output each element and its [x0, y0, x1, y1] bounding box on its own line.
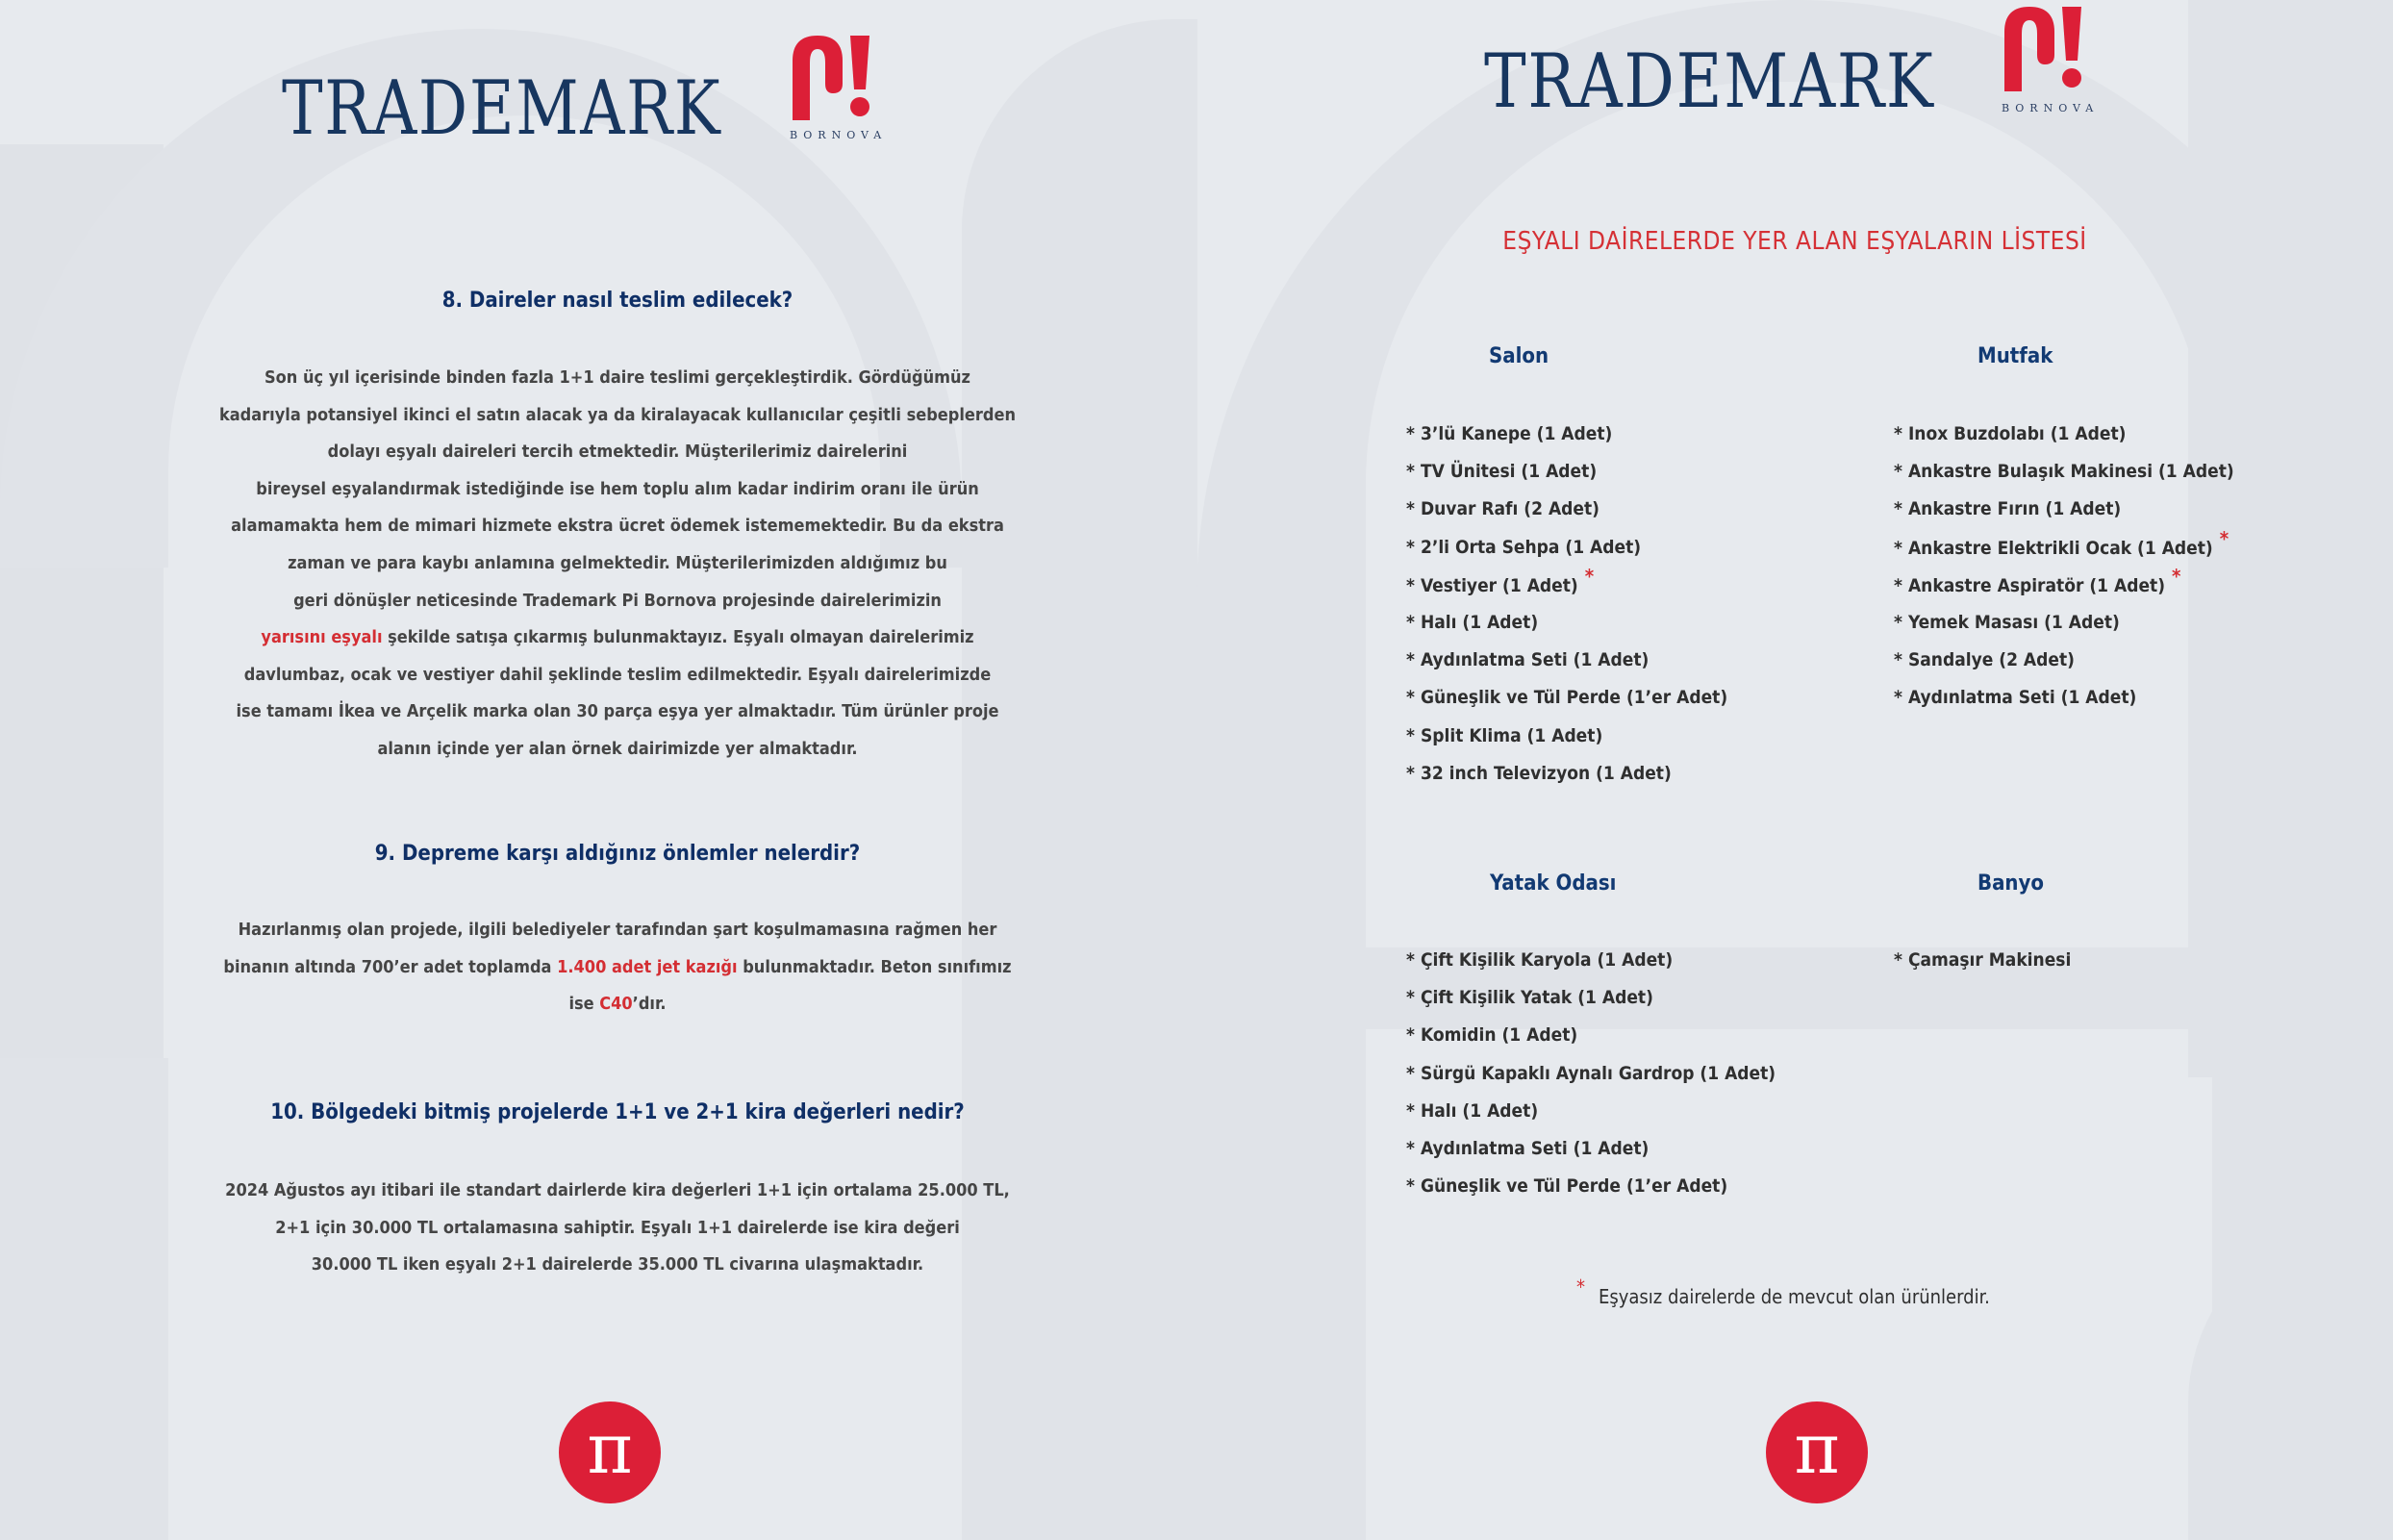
answer-paragraph-10	[0, 1173, 1235, 1284]
answer-paragraph-9	[0, 912, 1235, 1023]
trademark-logo	[282, 58, 888, 154]
list-item	[1894, 679, 2234, 717]
list-item	[1894, 453, 2234, 491]
item-label: Çift Kişilik Yatak (1 Adet)	[1420, 987, 1653, 1009]
list-item	[1406, 564, 1727, 604]
paragraph-line	[0, 1210, 1235, 1248]
list-item	[1894, 564, 2234, 604]
asterisk-bullet-icon: *	[1406, 649, 1415, 671]
item-label: Aydınlatma Seti (1 Adet)	[1907, 687, 2137, 709]
asterisk-bullet-icon: *	[1894, 611, 1902, 633]
asterisk-bullet-icon: *	[1894, 461, 1902, 483]
item-label: Split Klima (1 Adet)	[1420, 724, 1603, 746]
footnote-marker-icon: *	[2219, 526, 2229, 550]
list-item	[1406, 942, 1776, 979]
text-segment: Hazırlanmış olan projede, ilgili belediyeler tarafından şart koşulmamasına rağmen her	[238, 920, 997, 940]
question-heading-10: 10. Bölgedeki bitmiş projelerde 1+1 ve 2+1 kira değerleri nedir?	[270, 1100, 965, 1124]
list-item	[1406, 604, 1727, 642]
footnote-marker-icon: *	[2172, 564, 2181, 588]
highlighted-text: C40	[599, 994, 633, 1015]
item-label: Çift Kişilik Karyola (1 Adet)	[1420, 949, 1674, 971]
text-segment: binanın altında 700’er adet toplamda	[223, 956, 558, 977]
asterisk-bullet-icon: *	[1894, 687, 1902, 709]
asterisk-bullet-icon: *	[1406, 423, 1415, 444]
list-item	[1406, 979, 1776, 1017]
list-item	[1406, 1168, 1776, 1205]
asterisk-bullet-icon: *	[1406, 724, 1415, 746]
question-heading-9: 9. Depreme karşı aldığınız önlemler nelerdir?	[374, 842, 861, 866]
item-label: Aydınlatma Seti (1 Adet)	[1420, 649, 1650, 671]
text-segment: ’dır.	[632, 994, 667, 1015]
asterisk-bullet-icon: *	[1406, 687, 1415, 709]
paragraph-line	[0, 912, 1235, 949]
room-heading-mutfak: Mutfak	[1977, 344, 2053, 368]
text-segment: 2024 Ağustos ayı itibari ile standart dairlerde kira değerleri 1+1 için ortalama 25.000 TL,	[225, 1180, 1010, 1200]
text-segment: davlumbaz, ocak ve vestiyer dahil şeklinde teslim edilmektedir. Eşyalı dairelerimizde	[243, 664, 992, 685]
room-list-salon	[1406, 416, 1727, 793]
text-segment: ise	[568, 994, 600, 1015]
paragraph-line	[0, 471, 1235, 509]
item-label: Komidin (1 Adet)	[1420, 1024, 1578, 1047]
text-segment: şekilde satışa çıkarmış bulunmaktayız. Eşyalı olmayan dairelerimiz	[382, 627, 974, 648]
left-page	[0, 0, 1196, 1540]
item-label: TV Ünitesi (1 Adet)	[1420, 461, 1598, 483]
item-label: Güneşlik ve Tül Perde (1’er Adet)	[1420, 1175, 1728, 1198]
paragraph-line	[0, 619, 1235, 657]
text-segment: Son üç yıl içerisinde binden fazla 1+1 daire teslimi gerçekleştirdik. Gördüğümüz	[264, 367, 970, 388]
item-label: Aydınlatma Seti (1 Adet)	[1420, 1137, 1650, 1159]
logo-wordmark: TRADEMARK	[282, 65, 722, 152]
item-label: Güneşlik ve Tül Perde (1’er Adet)	[1420, 687, 1728, 709]
paragraph-line	[0, 1247, 1235, 1284]
item-label: Sürgü Kapaklı Aynalı Gardrop (1 Adet)	[1420, 1062, 1776, 1084]
asterisk-bullet-icon: *	[1894, 949, 1902, 971]
room-heading-salon: Salon	[1489, 344, 1549, 368]
footnote	[1576, 1275, 1990, 1308]
list-item	[1406, 1055, 1776, 1093]
paragraph-line	[0, 949, 1235, 987]
asterisk-bullet-icon: *	[1406, 1175, 1415, 1198]
list-item	[1894, 642, 2234, 679]
item-label: Duvar Rafı (2 Adet)	[1420, 498, 1600, 520]
question-heading-8: 8. Daireler nasıl teslim edilecek?	[441, 289, 793, 313]
list-item	[1894, 942, 2071, 979]
paragraph-line	[0, 397, 1235, 435]
list-item	[1406, 718, 1727, 755]
footnote-marker: *	[1576, 1275, 1585, 1299]
logo-subtitle: BORNOVA	[790, 129, 888, 141]
item-label: Ankastre Aspiratör (1 Adet)	[1907, 574, 2166, 596]
text-segment: 2+1 için 30.000 TL ortalamasına sahiptir. Eşyalı 1+1 dairelerde ise kira değeri	[275, 1217, 960, 1238]
text-segment: alamamakta hem de mimari hizmete ekstra ücret ödemek istememektedir. Bu da ekstra	[231, 516, 1004, 537]
right-page	[1196, 0, 2393, 1540]
list-item	[1406, 642, 1727, 679]
asterisk-bullet-icon: *	[1406, 498, 1415, 520]
item-label: Yemek Masası (1 Adet)	[1907, 611, 2120, 633]
logo-subtitle: BORNOVA	[2002, 102, 2100, 114]
item-label: Ankastre Fırın (1 Adet)	[1907, 498, 2122, 520]
asterisk-bullet-icon: *	[1894, 498, 1902, 520]
room-heading-banyo: Banyo	[1977, 871, 2045, 896]
asterisk-bullet-icon: *	[1406, 949, 1415, 971]
item-label: Ankastre Elektrikli Ocak (1 Adet)	[1907, 537, 2213, 559]
item-label: Inox Buzdolabı (1 Adet)	[1907, 423, 2127, 444]
paragraph-line	[0, 360, 1235, 397]
list-item	[1406, 416, 1727, 453]
item-label: 3’lü Kanepe (1 Adet)	[1420, 423, 1613, 444]
paragraph-line	[0, 986, 1235, 1023]
trademark-logo	[1484, 33, 2100, 129]
list-item	[1406, 491, 1727, 528]
asterisk-bullet-icon: *	[1406, 536, 1415, 558]
room-list-yatak-odasi	[1406, 942, 1776, 1205]
asterisk-bullet-icon: *	[1406, 611, 1415, 633]
asterisk-bullet-icon: *	[1406, 1062, 1415, 1084]
asterisk-bullet-icon: *	[1894, 649, 1902, 671]
item-label: Sandalye (2 Adet)	[1907, 649, 2075, 671]
text-segment: 30.000 TL iken eşyalı 2+1 dairelerde 35.000 TL civarına ulaşmaktadır.	[311, 1254, 924, 1275]
item-label: Halı (1 Adet)	[1420, 1099, 1539, 1122]
item-label: Vestiyer (1 Adet)	[1420, 574, 1578, 596]
list-item	[1894, 416, 2234, 453]
text-segment: zaman ve para kaybı anlamına gelmektedir. Müşterilerimizden aldığımız bu	[288, 552, 947, 573]
asterisk-bullet-icon: *	[1406, 574, 1415, 596]
logo-wordmark: TRADEMARK	[1484, 38, 1935, 125]
room-heading-yatak-odasi: Yatak Odası	[1490, 871, 1617, 896]
item-label: 2’li Orta Sehpa (1 Adet)	[1420, 536, 1642, 558]
list-item	[1894, 491, 2234, 528]
asterisk-bullet-icon: *	[1406, 1099, 1415, 1122]
asterisk-bullet-icon: *	[1406, 1137, 1415, 1159]
asterisk-bullet-icon: *	[1894, 537, 1902, 559]
item-label: 32 inch Televizyon (1 Adet)	[1420, 762, 1672, 784]
furniture-list-title: EŞYALI DAİRELERDE YER ALAN EŞYALARIN LİSTESİ	[1502, 227, 2087, 256]
highlighted-text: 1.400 adet jet kazığı	[557, 956, 738, 977]
text-segment: bireysel eşyalandırmak istediğinde ise hem toplu alım kadar indirim oranı ile ürün	[256, 478, 979, 499]
footnote-text: Eşyasız dairelerde de mevcut olan ürünlerdir.	[1599, 1285, 1990, 1308]
pi-brand-mark-icon	[2001, 5, 2087, 91]
paragraph-line	[0, 508, 1235, 545]
text-segment: alanın içinde yer alan örnek dairimizde yer almaktadır.	[377, 738, 858, 759]
paragraph-line	[0, 731, 1235, 769]
asterisk-bullet-icon: *	[1406, 762, 1415, 784]
text-segment: geri dönüşler neticesinde Trademark Pi Bornova projesinde dairelerimizin	[293, 590, 942, 611]
asterisk-bullet-icon: *	[1894, 574, 1902, 596]
pi-brand-mark-icon	[789, 34, 875, 120]
paragraph-line	[0, 694, 1235, 731]
asterisk-bullet-icon: *	[1894, 423, 1902, 444]
pi-logo-icon: π	[559, 1401, 661, 1503]
footnote-marker-icon: *	[1584, 564, 1595, 588]
asterisk-bullet-icon: *	[1406, 987, 1415, 1009]
list-item	[1406, 529, 1727, 567]
list-item	[1406, 679, 1727, 717]
answer-paragraph-8	[0, 360, 1235, 769]
list-item	[1406, 453, 1727, 491]
asterisk-bullet-icon: *	[1406, 461, 1415, 483]
text-segment: ise tamamı İkea ve Arçelik marka olan 30 parça eşya yer almaktadır. Tüm ürünler proje	[236, 701, 999, 722]
paragraph-line	[0, 657, 1235, 694]
paragraph-line	[0, 545, 1235, 583]
item-label: Ankastre Bulaşık Makinesi (1 Adet)	[1907, 461, 2234, 483]
list-item	[1894, 526, 2234, 567]
list-item	[1406, 1093, 1776, 1130]
list-item	[1894, 604, 2234, 642]
paragraph-line	[0, 1173, 1235, 1210]
list-item	[1406, 1017, 1776, 1054]
room-list-banyo	[1894, 942, 2071, 979]
text-segment: dolayı eşyalı daireleri tercih etmektedir. Müşterilerimiz dairelerini	[327, 442, 908, 463]
item-label: Çamaşır Makinesi	[1907, 949, 2072, 971]
item-label: Halı (1 Adet)	[1420, 611, 1539, 633]
asterisk-bullet-icon: *	[1406, 1024, 1415, 1047]
paragraph-line	[0, 434, 1235, 471]
paragraph-line	[0, 583, 1235, 620]
text-segment: kadarıyla potansiyel ikinci el satın alacak ya da kiralayacak kullanıcılar çeşitli sebeplerden	[218, 404, 1017, 425]
text-segment: bulunmaktadır. Beton sınıfımız	[737, 956, 1012, 977]
list-item	[1406, 1130, 1776, 1168]
list-item	[1406, 755, 1727, 793]
highlighted-text: yarısını eşyalı	[261, 627, 383, 648]
pi-logo-icon: π	[1766, 1401, 1868, 1503]
room-list-mutfak	[1894, 416, 2234, 718]
